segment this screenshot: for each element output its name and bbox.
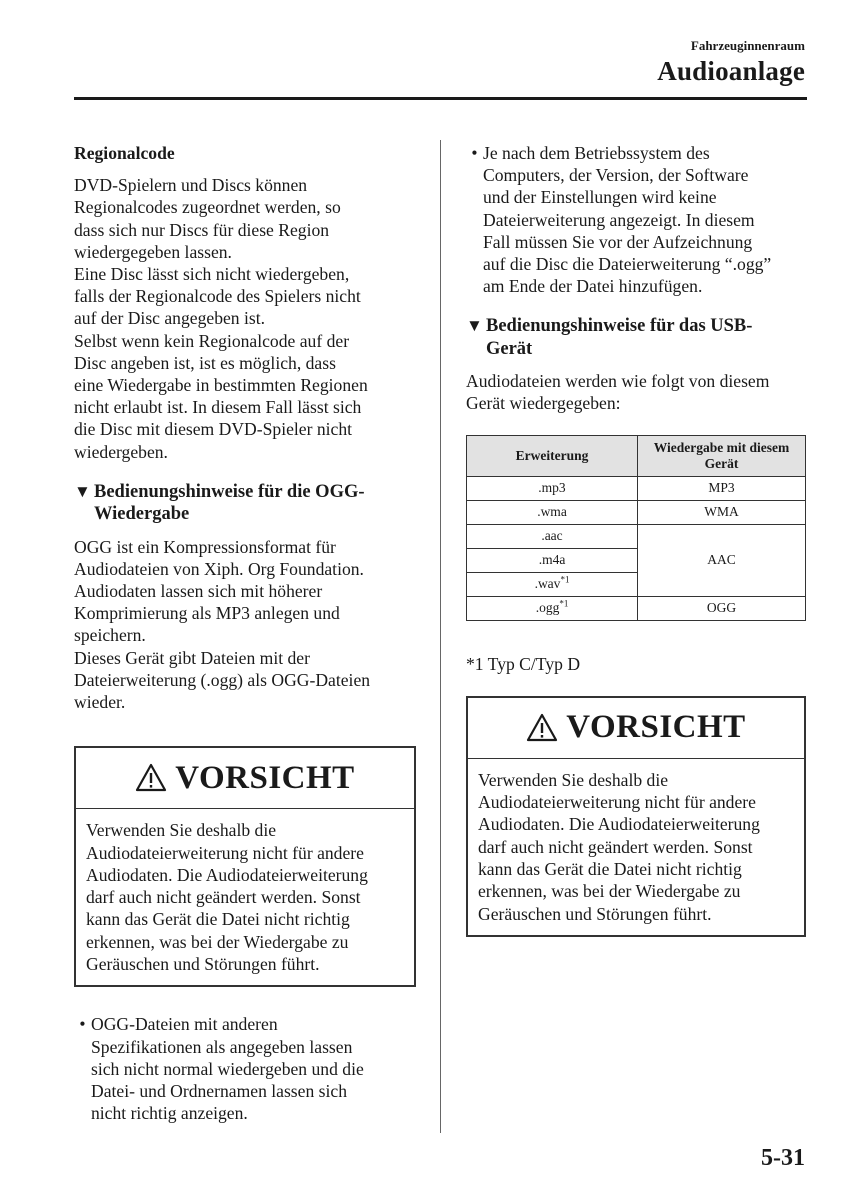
table-row [467, 596, 806, 620]
ext-name: .mp3 [538, 480, 566, 496]
text-line: nicht richtig anzeigen. [91, 1103, 248, 1124]
warning-triangle-icon [135, 762, 167, 794]
table-cell [467, 572, 638, 596]
text-line: Selbst wenn kein Regionalcode auf der [74, 330, 350, 351]
warning-triangle-icon [526, 712, 558, 744]
text-line: Audiodateierweiterung nicht für andere [86, 842, 364, 863]
ogg-heading-line: Bedienungshinweise für die OGG- [94, 481, 365, 502]
ext-name: .wma [537, 504, 567, 520]
bullet-icon: • [79, 1014, 86, 1035]
list-item [74, 1013, 419, 1124]
text-line: Verwenden Sie deshalb die [478, 769, 669, 790]
text-line: OGG-Dateien mit anderen [91, 1014, 278, 1035]
text-line: Geräuschen und Störungen führt. [86, 954, 320, 975]
text-line: DVD-Spielern und Discs können [74, 175, 308, 196]
table-row [467, 524, 806, 548]
header-rule [74, 97, 807, 100]
text-line: Dateierweiterung (.ogg) als OGG-Dateien [74, 669, 371, 690]
text-line: auf der Disc angegeben ist. [74, 308, 266, 329]
table-cell: AAC [638, 524, 806, 596]
text-line: kann das Gerät die Datei nicht richtig [86, 909, 350, 930]
table-row [467, 476, 806, 500]
column-divider [440, 140, 441, 1133]
caution-text [468, 759, 804, 935]
table-cell [467, 548, 638, 572]
text-line: Verwenden Sie deshalb die [86, 820, 277, 841]
ogg-heading-line: Wiedergabe [94, 504, 190, 525]
caution-title: VORSICHT [175, 759, 355, 796]
table-row [467, 500, 806, 524]
list-item [466, 142, 806, 297]
caution-box [74, 746, 416, 987]
text-line: wieder. [74, 692, 126, 713]
text-line: Audiodaten. Die Audiodateierweiterung [86, 864, 368, 885]
text-line: Dateierweiterung angezeigt. In diesem [483, 209, 755, 230]
header-line: Gerät [704, 455, 739, 471]
text-line: Audiodateien von Xiph. Org Foundation. [74, 558, 364, 579]
table-cell [467, 596, 638, 620]
text-line: Audiodateien werden wie folgt von diesem [466, 371, 770, 392]
left-column [74, 142, 419, 1124]
usb-heading [466, 315, 806, 360]
text-line: am Ende der Datei hinzufügen. [483, 276, 703, 297]
caution-box [466, 696, 806, 937]
text-line: Komprimierung als MP3 anlegen und [74, 603, 340, 624]
ogg-text [74, 536, 419, 714]
page-number: 5-31 [761, 1145, 805, 1171]
text-line: sich nicht normal wiedergeben und die [91, 1058, 364, 1079]
text-line: Computers, der Version, der Software [483, 165, 749, 186]
caution-header [468, 698, 804, 759]
text-line: erkennen, was bei der Wiedergabe zu [478, 881, 741, 902]
text-line: darf auch nicht geändert werden. Sonst [478, 836, 753, 857]
caution-title: VORSICHT [566, 709, 746, 746]
table-header-cell [638, 435, 806, 476]
chapter-title: Audioanlage [657, 56, 805, 86]
text-line: auf die Disc die Dateierweiterung “.ogg” [483, 254, 772, 275]
table-cell: WMA [638, 500, 806, 524]
regional-text [74, 174, 419, 463]
text-line: falls der Regionalcode des Spielers nicht [74, 286, 361, 307]
triangle-down-icon: ▼ [466, 316, 483, 336]
text-line: wiedergegeben lassen. [74, 241, 232, 262]
text-line: Gerät wiedergegeben: [466, 393, 621, 414]
text-line: und der Einstellungen wird keine [483, 187, 717, 208]
ext-name: .m4a [538, 552, 566, 568]
text-line: speichern. [74, 625, 146, 646]
bullet-icon: • [471, 143, 478, 163]
text-line: Eine Disc lässt sich nicht wiedergeben, [74, 264, 350, 285]
header-line: Wiedergabe mit diesem [653, 439, 790, 455]
table-cell: OGG [638, 596, 806, 620]
text-line: Audiodateierweiterung nicht für andere [478, 792, 756, 813]
right-column [466, 142, 806, 937]
text-line: erkennen, was bei der Wiedergabe zu [86, 931, 349, 952]
text-line: dass sich nur Discs für diese Region [74, 219, 330, 240]
usb-text [466, 370, 806, 414]
table-cell [467, 500, 638, 524]
ogg-heading [74, 481, 419, 526]
footnote-mark: *1 [560, 574, 570, 585]
text-line: nicht erlaubt ist. In diesem Fall lässt sich [74, 397, 362, 418]
text-line: die Disc mit diesem DVD-Spieler nicht [74, 419, 353, 440]
footnote-mark: *1 [559, 598, 569, 609]
text-line: Regionalcodes zugeordnet werden, so [74, 197, 341, 218]
caution-header [76, 748, 414, 809]
usb-heading-line: Bedienungshinweise für das USB- [486, 316, 753, 337]
text-line: Je nach dem Betriebssystem des [483, 143, 710, 163]
text-line: OGG ist ein Kompressionsformat für [74, 536, 336, 557]
table-cell: MP3 [638, 476, 806, 500]
text-line: Fall müssen Sie vor der Aufzeichnung [483, 231, 753, 252]
section-title: Fahrzeuginnenraum [690, 38, 805, 53]
text-line: Audiodaten lassen sich mit höherer [74, 581, 323, 602]
usb-heading-line: Gerät [486, 338, 533, 359]
text-line: kann das Gerät die Datei nicht richtig [478, 859, 742, 880]
text-line: Geräuschen und Störungen führt. [478, 903, 712, 924]
text-line: darf auch nicht geändert werden. Sonst [86, 887, 361, 908]
extension-table [466, 435, 806, 621]
text-line: Dieses Gerät gibt Dateien mit der [74, 647, 310, 668]
table-cell [467, 524, 638, 548]
table-header-cell: Erweiterung [467, 435, 638, 476]
table-cell [467, 476, 638, 500]
triangle-down-icon: ▼ [74, 481, 91, 501]
regional-heading: Regionalcode [74, 143, 175, 163]
ext-name: .wav [534, 576, 561, 592]
ext-name: .ogg [535, 600, 560, 616]
text-line: Audiodaten. Die Audiodateierweiterung [478, 814, 760, 835]
text-line: eine Wiedergabe in bestimmten Regionen [74, 375, 368, 396]
text-line: wiedergeben. [74, 441, 168, 462]
text-line: Spezifikationen als angegeben lassen [91, 1036, 353, 1057]
caution-text [76, 809, 414, 985]
text-line: Disc angeben ist, ist es möglich, dass [74, 352, 336, 373]
text-line: Datei- und Ordnernamen lassen sich [91, 1080, 348, 1101]
table-header-row [467, 435, 806, 476]
footnote: *1 Typ C/Typ D [466, 653, 581, 674]
ext-name: .aac [541, 528, 563, 544]
